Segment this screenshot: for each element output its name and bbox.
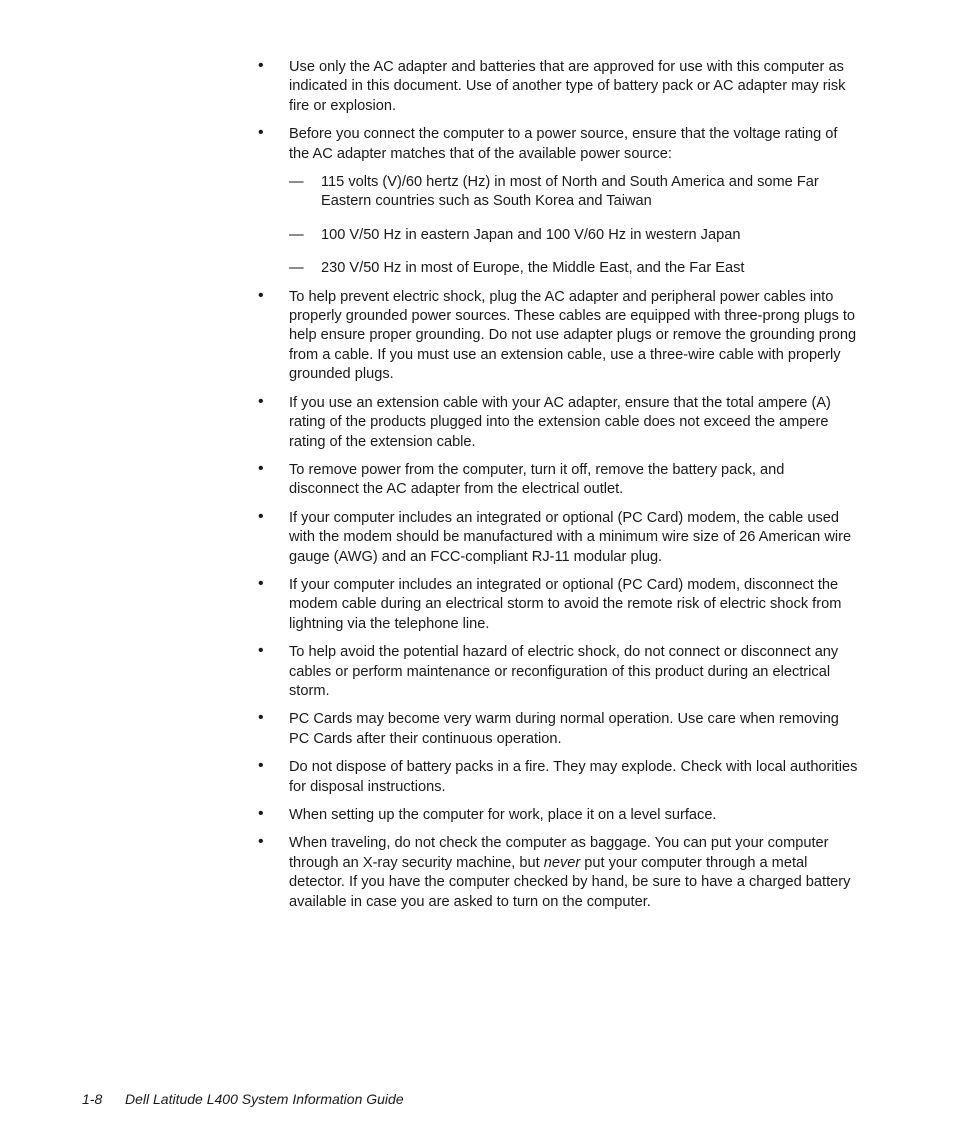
dash-icon: — <box>289 260 304 277</box>
text-after-emphasis: put your computer through a metal detector. If you have the computer checked by hand, be sure to have a charged battery available in case you are asked to turn on the computer. <box>289 854 851 910</box>
list-item-text: If you use an extension cable with your AC adapter, ensure that the total ampere (A) rating of the products plugged into the extension cable does not exceed the ampere rating of the extension cable. <box>289 394 831 450</box>
dash-icon: — <box>289 174 304 191</box>
bullet-icon: • <box>258 57 264 74</box>
list-item <box>258 125 858 278</box>
list-item-text: Do not dispose of battery packs in a fire. They may explode. Check with local authorities for disposal instructions. <box>289 759 858 795</box>
page-footer <box>82 1091 404 1107</box>
list-item <box>258 394 858 452</box>
list-item-text: To help avoid the potential hazard of electric shock, do not connect or disconnect any cables or perform maintenance or reconfiguration of this product during an electrical storm. <box>289 644 839 699</box>
sub-list-item <box>289 173 858 212</box>
list-item-text: To remove power from the computer, turn it off, remove the battery pack, and disconnect the AC adapter from the electrical outlet. <box>289 461 785 498</box>
list-item-text: If your computer includes an integrated or optional (PC Card) modem, the cable used with the modem should be manufactured with a minimum wire size of 26 American wire gauge (AWG) and an FCC-compliant RJ-11 modular plug. <box>289 509 852 565</box>
list-item-text: PC Cards may become very warm during normal operation. Use care when removing PC Cards after their continuous operation. <box>289 711 839 747</box>
sub-list-item-text: 100 V/50 Hz in eastern Japan and 100 V/60 Hz in western Japan <box>321 226 741 243</box>
sub-list-item <box>289 259 858 278</box>
list-item-text: To help prevent electric shock, plug the AC adapter and peripheral power cables into properly grounded power sources. These cables are equipped with three-prong plugs to help ensure proper grounding. Do not use adapter plugs or remove the grounding prong from a cable. If you must use an extension cable, use a three-wire cable with properly grounded plugs. <box>289 288 857 383</box>
list-item <box>258 806 858 825</box>
list-item <box>258 509 858 567</box>
bullet-icon: • <box>258 805 264 822</box>
list-item <box>258 643 858 701</box>
bullet-icon: • <box>258 459 264 477</box>
bullet-icon: • <box>258 757 264 775</box>
sub-list-item-text: 230 V/50 Hz in most of Europe, the Middle East, and the Far East <box>321 260 745 277</box>
list-item <box>258 710 858 749</box>
list-item-text: Before you connect the computer to a power source, ensure that the voltage rating of the AC adapter matches that of the available power source: <box>289 126 838 162</box>
list-item <box>258 834 858 912</box>
sub-list-item <box>289 226 858 245</box>
list-item <box>258 58 858 116</box>
dash-icon: — <box>289 226 304 243</box>
bullet-icon: • <box>258 507 264 525</box>
text-before-emphasis: When traveling, do not check the computer as baggage. You can put your computer through an X-ray security machine, but <box>289 835 829 871</box>
list-item <box>258 576 858 634</box>
bullet-icon: • <box>258 642 264 660</box>
list-item-text: If your computer includes an integrated or optional (PC Card) modem, disconnect the modem cable during an electrical storm to avoid the remote risk of electric shock from lightning via the telephone line. <box>289 576 842 632</box>
page-number: 1-8 <box>82 1091 103 1107</box>
list-item-text: Use only the AC adapter and batteries that are approved for use with this computer as indicated in this document. Use of another type of battery pack or AC adapter may risk fire or explosion. <box>289 59 846 114</box>
bullet-icon: • <box>258 286 264 304</box>
emphasized-word: never <box>543 854 581 871</box>
bullet-icon: • <box>258 574 264 592</box>
bullet-icon: • <box>258 709 264 727</box>
bullet-icon: • <box>258 392 264 410</box>
voltage-sub-list <box>289 173 858 279</box>
list-item <box>258 288 858 385</box>
bullet-icon: • <box>258 833 264 851</box>
safety-instructions-list <box>258 58 858 912</box>
list-item-text <box>289 835 850 909</box>
document-body <box>258 58 858 921</box>
list-item-text: When setting up the computer for work, place it on a level surface. <box>289 807 717 823</box>
bullet-icon: • <box>258 124 264 142</box>
sub-list-item-text: 115 volts (V)/60 hertz (Hz) in most of North and South America and some Far Eastern countries such as South Korea and Taiwan <box>321 174 819 210</box>
list-item <box>258 461 858 500</box>
list-item <box>258 758 858 797</box>
guide-title: Dell Latitude L400 System Information Guide <box>125 1091 404 1107</box>
